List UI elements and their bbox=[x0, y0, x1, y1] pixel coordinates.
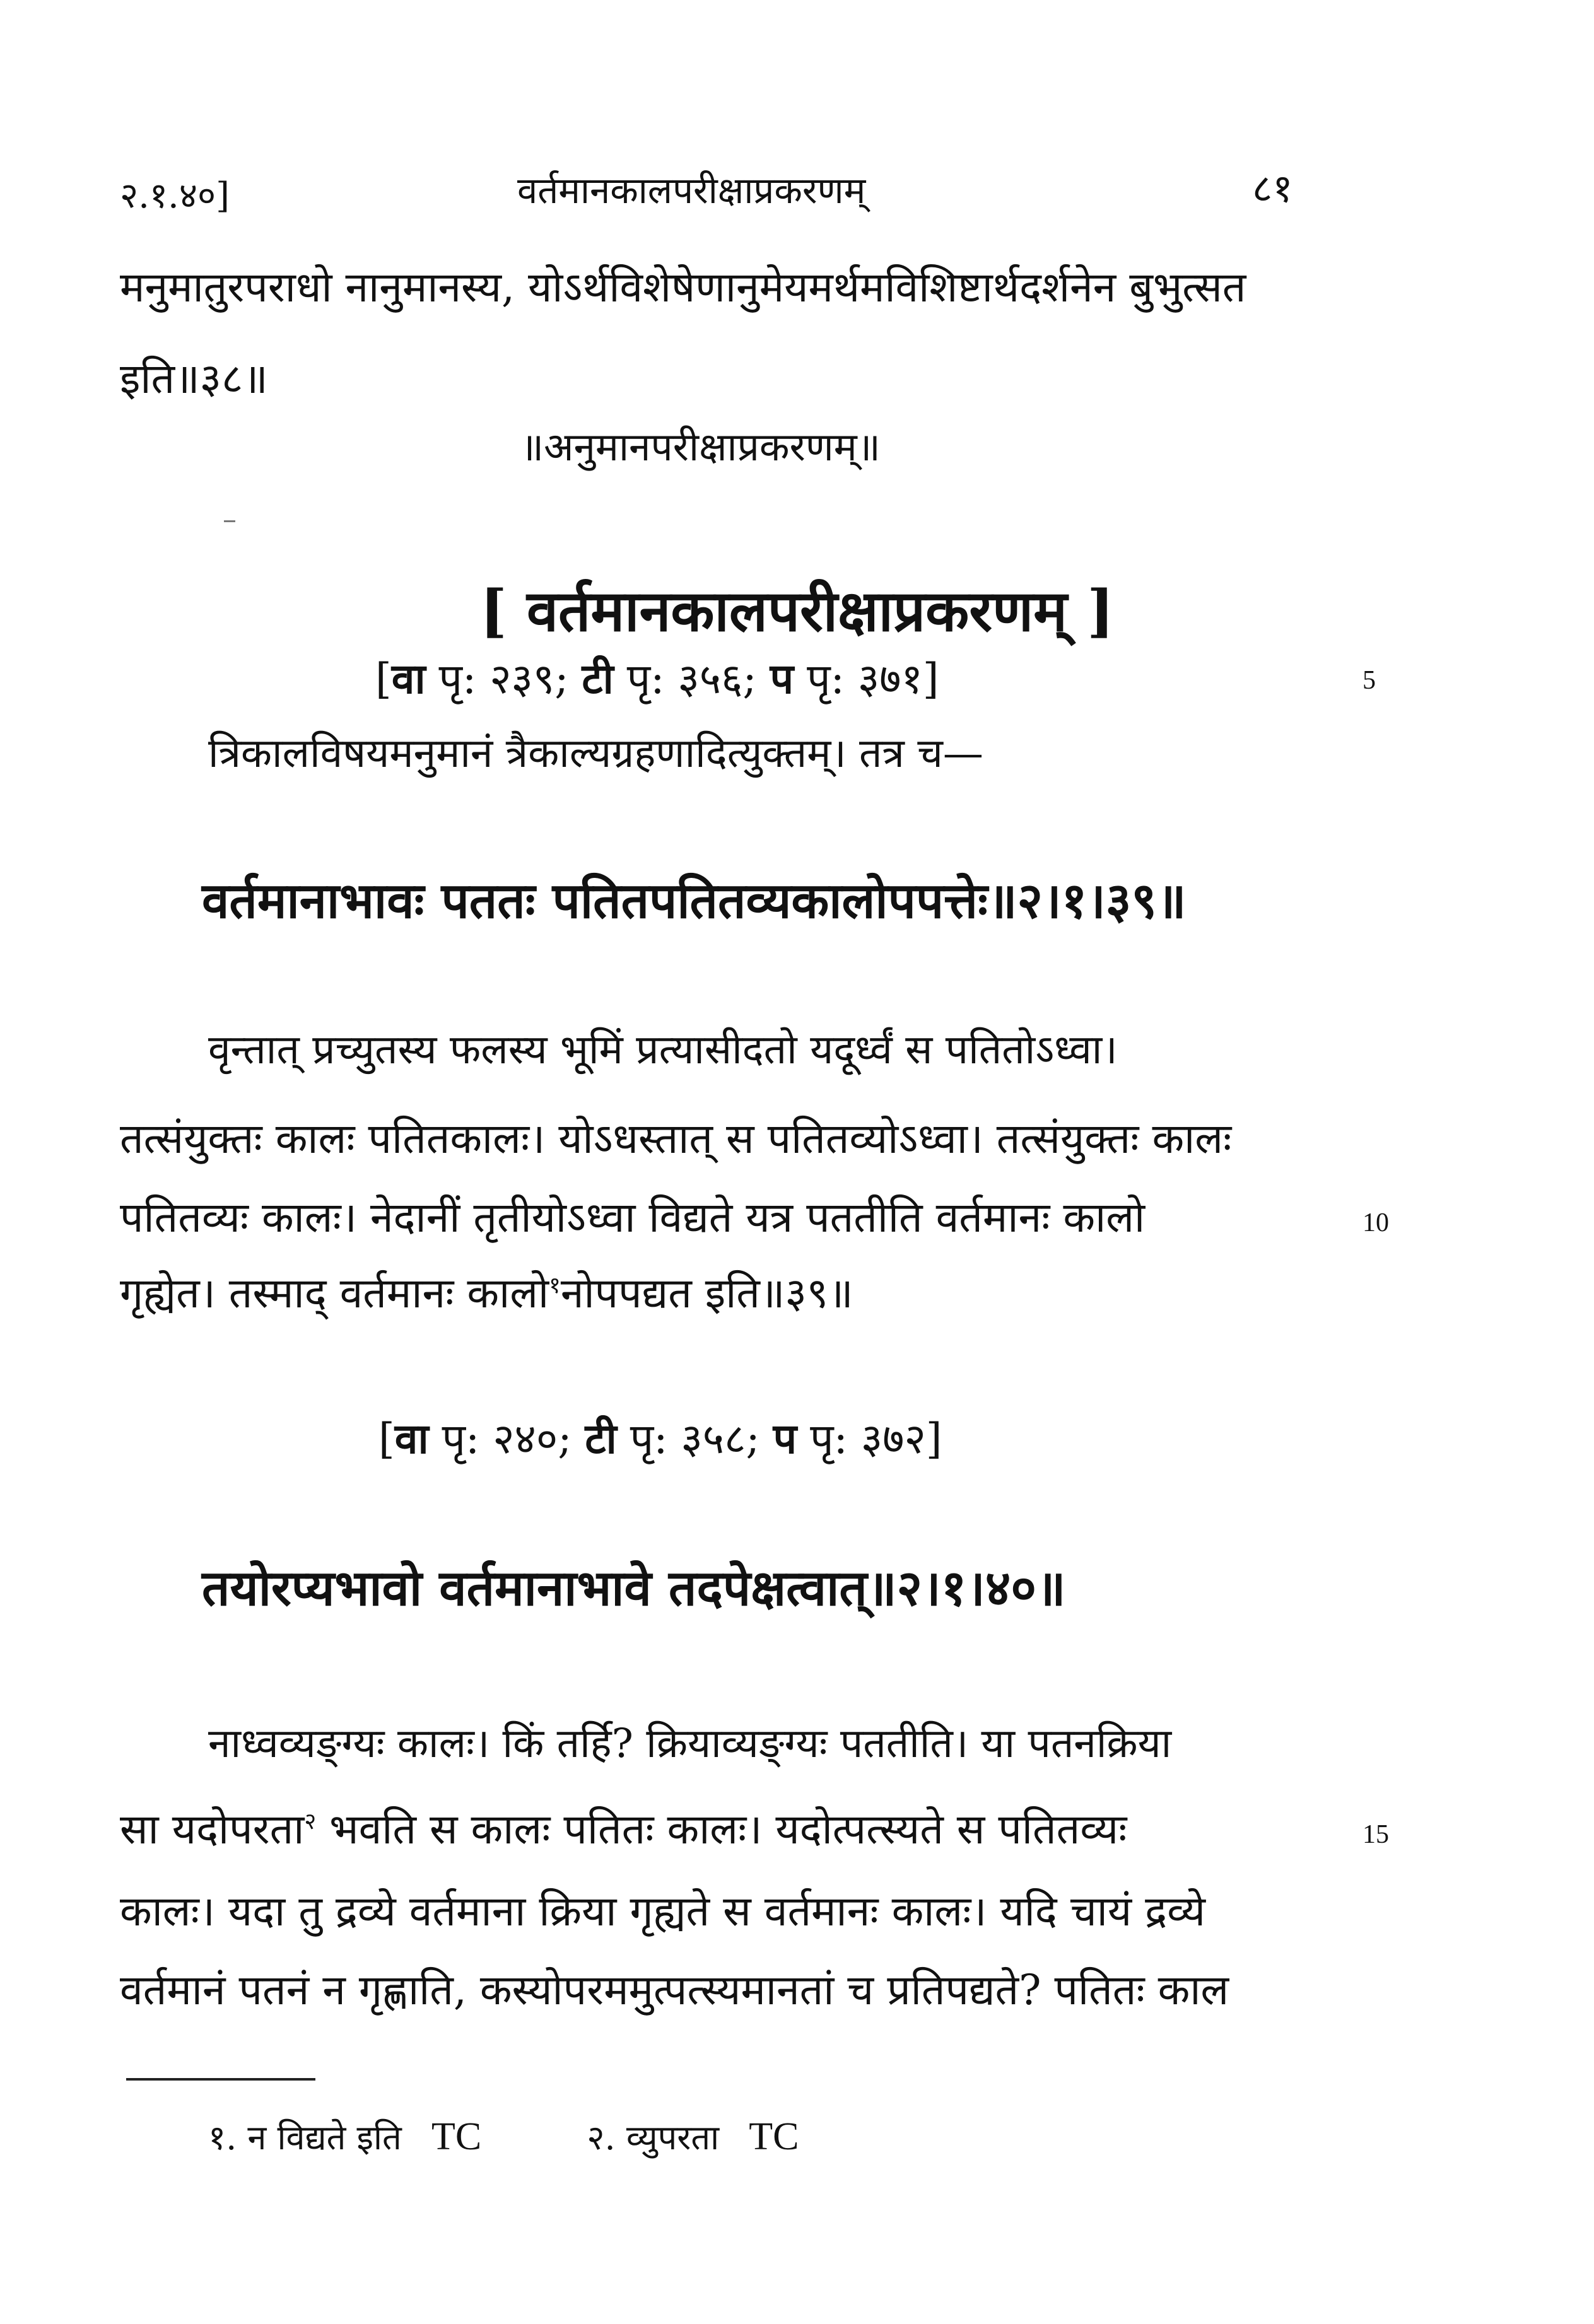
sutra-39: वर्तमानाभावः पततः पतितपतितव्यकालोपपत्तेः॥२।१।३९॥ bbox=[202, 872, 1187, 930]
ref-ti: टी bbox=[585, 1414, 617, 1463]
sutra-40: तयोरप्यभावो वर्तमानाभावे तदपेक्षत्वात्॥२।१।४०॥ bbox=[202, 1560, 1066, 1617]
body-line bbox=[120, 1804, 1127, 1856]
line-number: 10 bbox=[1363, 1208, 1389, 1237]
body-line: इति॥३८॥ bbox=[120, 354, 268, 403]
ref-va-page: पृ: २४०; bbox=[442, 1415, 572, 1463]
footnotes bbox=[208, 2113, 799, 2159]
footnote-2-source: TC bbox=[749, 2115, 799, 2158]
ref-ti: टी bbox=[582, 654, 614, 703]
body-line: मनुमातुरपराधो नानुमानस्य, योऽर्थविशेषेणानुमेयमर्थमविशिष्टार्थदर्शनेन बुभुत्सत bbox=[120, 263, 1246, 312]
page-reference bbox=[375, 653, 939, 706]
ref-pa-page: पृ: ३७२] bbox=[810, 1415, 942, 1463]
ref-pa: प bbox=[773, 1414, 797, 1463]
section-closing: ॥अनुमानपरीक्षाप्रकरणम्॥ bbox=[520, 424, 881, 470]
ref-open: [ bbox=[378, 1415, 395, 1463]
footnote-1-source: TC bbox=[431, 2115, 482, 2158]
section-title: [ वर्तमानकालपरीक्षाप्रकरणम् ] bbox=[480, 578, 1114, 645]
page-reference bbox=[378, 1413, 942, 1466]
body-text: नोपपद्यत इति॥३९॥ bbox=[560, 1269, 853, 1317]
footnote-1-text: न विद्यते इति bbox=[247, 2118, 402, 2158]
ref-va: वा bbox=[394, 1414, 429, 1463]
intro-line: त्रिकालविषयमनुमानं त्रैकाल्यग्रहणादित्युक्तम्। तत्र च— bbox=[208, 730, 983, 777]
body-line: पतितव्यः कालः। नेदानीं तृतीयोऽध्वा विद्यते यत्र पततीति वर्तमानः कालो bbox=[120, 1193, 1146, 1242]
ref-ti-page: पृ: ३५८; bbox=[630, 1415, 760, 1463]
body-line: कालः। यदा तु द्रव्ये वर्तमाना क्रिया गृह्यते स वर्तमानः कालः। यदि चायं द्रव्ये bbox=[120, 1887, 1205, 1936]
footnote-rule bbox=[126, 2078, 315, 2081]
ref-ti-page: पृ: ३५६; bbox=[626, 655, 757, 703]
ref-open: [ bbox=[375, 655, 392, 703]
body-line: वृन्तात् प्रच्युतस्य फलस्य भूमिं प्रत्यासीदतो यदूर्ध्वं स पतितोऽध्वा। bbox=[208, 1027, 1118, 1073]
line-number: 15 bbox=[1363, 1820, 1389, 1849]
running-header-left: २.१.४०] bbox=[120, 175, 230, 216]
page-number: ८१ bbox=[1252, 165, 1293, 211]
footnote-1-num: १. bbox=[208, 2118, 237, 2158]
line-number: 5 bbox=[1363, 666, 1376, 695]
ref-pa: प bbox=[770, 654, 794, 703]
ref-va-page: पृ: २३९; bbox=[438, 655, 569, 703]
body-text: भवति स कालः पतितः कालः। यदोत्पत्स्यते स पतितव्यः bbox=[316, 1805, 1127, 1854]
running-header-title: वर्तमानकालपरीक्षाप्रकरणम् bbox=[517, 169, 866, 212]
footnote-2-text: व्युपरता bbox=[626, 2118, 720, 2158]
body-line: तत्संयुक्तः कालः पतितकालः। योऽधस्तात् स पतितव्योऽध्वा। तत्संयुक्तः कालः bbox=[120, 1114, 1232, 1163]
footnote-2-num: २. bbox=[587, 2118, 616, 2158]
ref-pa-page: पृ: ३७१] bbox=[807, 655, 939, 703]
body-line: वर्तमानं पतनं न गृह्णाति, कस्योपरममुत्पत्स्यमानतां च प्रतिपद्यते? पतितः काल bbox=[120, 1966, 1229, 2014]
footnote-marker: २ bbox=[304, 1807, 317, 1835]
body-text: सा यदोपरता bbox=[120, 1805, 305, 1854]
footnote-marker: १ bbox=[549, 1271, 561, 1299]
body-line: नाध्वव्यङ्ग्यः कालः। किं तर्हि? क्रियाव्यङ्ग्यः पततीति। या पतनक्रिया bbox=[208, 1720, 1172, 1767]
body-line bbox=[120, 1268, 853, 1320]
body-text: गृह्येत। तस्माद् वर्तमानः कालो bbox=[120, 1269, 549, 1317]
ref-va: वा bbox=[391, 654, 426, 703]
stray-mark bbox=[224, 520, 235, 522]
